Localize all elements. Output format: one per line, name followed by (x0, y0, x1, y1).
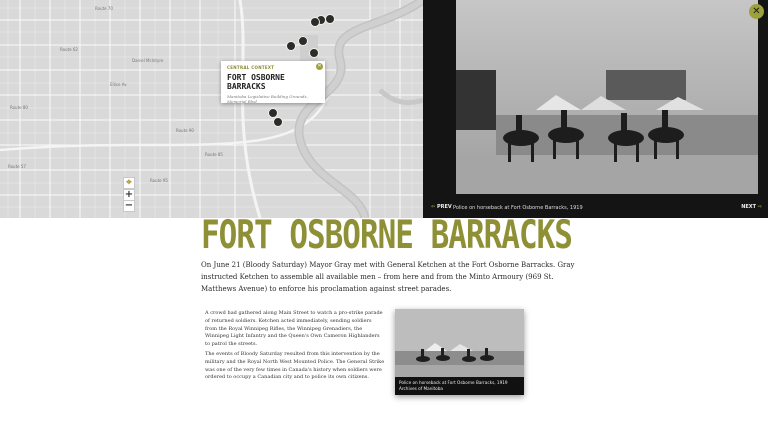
prev-label: PREV (436, 204, 452, 210)
map-label: Route 90 (176, 128, 194, 133)
popup-title[interactable]: FORT OSBORNE BARRACKS (227, 73, 285, 91)
thumbnail-credit: Archives of Manitoba (399, 385, 443, 391)
map[interactable] (0, 0, 423, 218)
zoom-in-button[interactable]: + (124, 189, 134, 200)
map-marker[interactable] (286, 41, 296, 51)
zoom-out-button[interactable]: − (124, 200, 134, 211)
historic-photo (456, 0, 758, 194)
map-marker[interactable] (310, 17, 320, 27)
map-streets (0, 0, 423, 218)
map-marker[interactable] (309, 48, 319, 58)
photo-thumbnail[interactable] (395, 309, 524, 395)
popup-kicker: CENTRAL CONTEXT (227, 65, 275, 70)
map-label: Daniel McIntyre (132, 58, 164, 63)
map-marker[interactable] (273, 117, 283, 127)
map-marker[interactable] (325, 14, 335, 24)
photo-caption: Police on horseback at Fort Osborne Barracks, 1919 (453, 205, 583, 211)
body-paragraph: The events of Bloody Saturday resulted from this intervention by the military and the Royal North West Mounted Police. The General Strike was one of the very few times in Canada's history when soldiers were ordered to occupy a Canadian city and to police its own citizens. (205, 351, 385, 381)
popup-subtitle: Manitoba Legislative Building Grounds, Memorial Blvd (227, 94, 308, 104)
body-paragraph: A crowd had gathered along Main Street to watch a pro-strike parade of returned soldiers. Ketchen acted immediately, sending soldiers from the Royal Winnipeg Rifles, the Winnipeg Grenadiers, the Winnipeg Light Infantry and the Queen's Own Cameron Highlanders to patrol the streets. (205, 310, 383, 348)
thumbnail-caption (399, 380, 521, 391)
map-popup[interactable] (221, 61, 325, 103)
map-label: Route 70 (95, 6, 113, 11)
map-marker[interactable] (298, 36, 308, 46)
map-label: Route 95 (150, 178, 168, 183)
map-label: Route 62 (60, 47, 78, 52)
map-label: Ellice Av (110, 82, 127, 87)
next-label: NEXT (741, 204, 757, 210)
page-title: FORT OSBORNE BARRACKS (201, 213, 572, 258)
photo-viewer (423, 0, 768, 218)
thumbnail-caption-line: Police on horseback at Fort Osborne Barracks, 1919 (399, 380, 508, 385)
locate-icon[interactable]: ⌖ (123, 177, 135, 189)
map-label: Route 85 (205, 152, 223, 157)
close-icon[interactable]: ✕ (749, 4, 764, 19)
map-label: Route 80 (10, 105, 28, 110)
lead-paragraph: On June 21 (Bloody Saturday) Mayor Gray met with General Ketchen at the Fort Osborne Barracks. Gray instructed Ketchen to assemble all available men – from here and from the Minto Armoury (969 St. Matthews Avenue) to enforce his proclamation against street parades. (201, 261, 575, 293)
map-label: Route 57 (8, 164, 26, 169)
prev-button[interactable]: ⇦ PREV (431, 204, 452, 210)
next-button[interactable]: NEXT ⇨ (741, 204, 762, 210)
popup-close-icon[interactable]: ✕ (317, 63, 322, 69)
